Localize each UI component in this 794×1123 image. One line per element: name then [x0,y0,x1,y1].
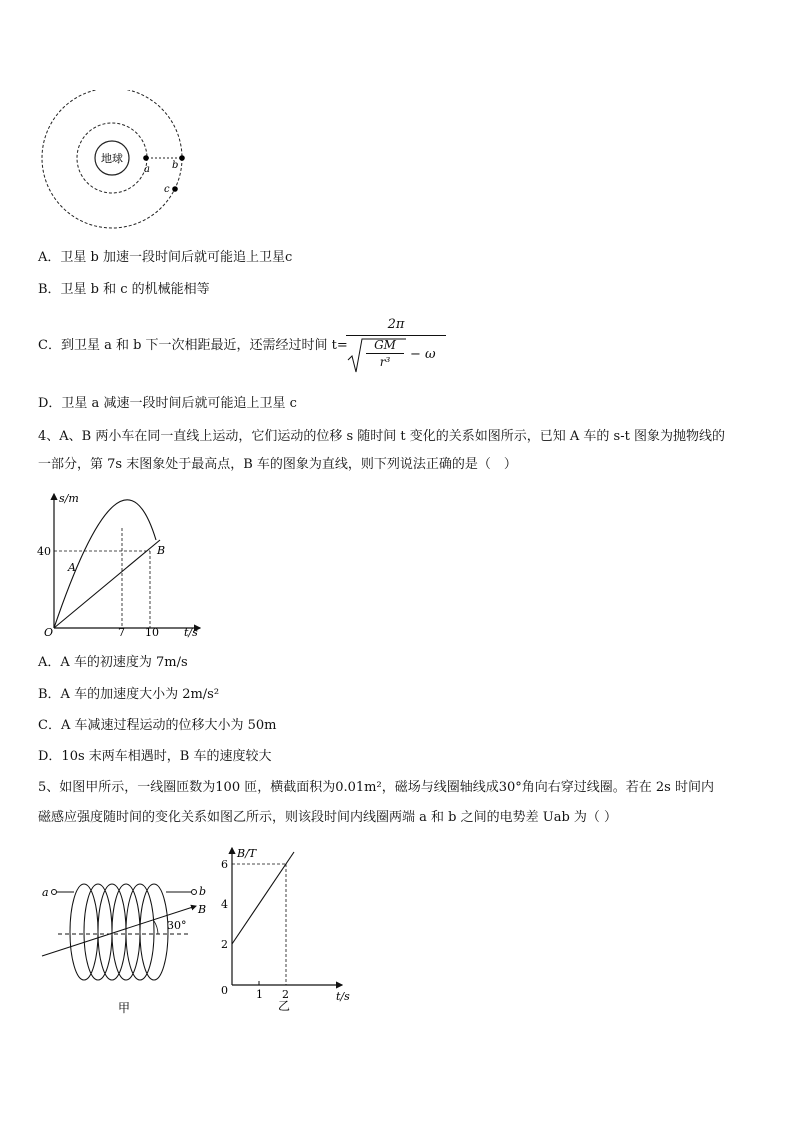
x-tick-10: 10 [145,626,159,639]
formula-numerator: 2π [387,317,405,332]
b-x-tick-2: 2 [282,988,289,1001]
sqrt-fraction-bar [366,353,404,354]
b-x-axis-label: t/s [336,990,350,1003]
angle-arc [154,921,158,934]
sqrt-numerator: GM [374,338,396,352]
b-line [232,852,294,944]
label-b: b [172,160,179,171]
b-x-tick-1: 1 [256,988,263,1001]
b-y-axis-label: B/T [237,847,257,860]
q5-question-line1: 5、如图甲所示，一线圈匝数为100 匝，横截面积为0.01m²，磁场与线圈轴线成30°角向右穿过线圈。若在 2s 时间内 [38,780,714,795]
b-origin-label: 0 [221,984,228,997]
terminal-a [52,890,57,895]
angle-label: 30° [167,919,187,932]
b-chart-caption: 乙 [278,999,291,1012]
q3-option-d: D．卫星 a 减速一段时间后就可能追上卫星 c [38,396,297,411]
coil-terminal-b-label: b [199,885,207,898]
terminal-b [192,890,197,895]
orbit-figure [30,90,200,240]
b-y-tick-6: 6 [221,858,228,871]
q4-st-chart [34,488,214,640]
label-c: c [164,184,170,195]
b-y-tick-4: 4 [221,898,228,911]
curve-label-b: B [157,544,166,557]
minus-omega: − ω [410,347,436,362]
label-a: a [144,164,150,175]
q4-question-line1: 4、A、B 两小车在同一直线上运动，它们运动的位移 s 随时间 t 变化的关系如图所示，已知 A 车的 s-t 图象为抛物线的 [38,429,725,444]
y-tick-40: 40 [37,545,51,558]
x-axis-label: t/s [184,626,198,639]
curve-label-a: A [68,561,76,574]
coil-caption: 甲 [118,1001,131,1015]
x-tick-7: 7 [118,626,125,639]
satellite-c [172,186,178,192]
q4-option-c: C．A 车减速过程运动的位移大小为 50m [38,718,277,733]
b-y-tick-2: 2 [221,938,228,951]
origin-label: O [44,626,54,639]
y-axis-label: s/m [59,492,79,505]
coil-turns [70,884,168,980]
q4-option-d: D．10s 末两车相遇时，B 车的速度较大 [38,749,272,764]
earth-label: 地球 [101,152,123,165]
coil-figure [38,870,218,1020]
q4-option-a: A．A 车的初速度为 7m/s [38,655,188,670]
field-b-label: B [198,903,207,916]
satellite-a [143,155,149,161]
time-formula [346,316,446,376]
q3-option-c-text: C．到卫星 a 和 b 下一次相距最近，还需经过时间 t= [38,338,348,353]
q3-option-a: A．卫星 b 加速一段时间后就可能追上卫星c [38,250,293,265]
q4-option-b: B．A 车的加速度大小为 2m/s² [38,687,220,702]
q5-question-line2: 磁感应强度随时间的变化关系如图乙所示，则该段时间内线圈两端 a 和 b 之间的电势差 Uab 为（ ） [38,810,618,825]
b-t-chart [216,842,356,1012]
satellite-b [179,155,185,161]
sqrt-denominator: r³ [379,355,391,369]
coil-terminal-a-label: a [42,886,49,899]
q3-option-b: B．卫星 b 和 c 的机械能相等 [38,282,210,297]
q4-question-line2: 一部分，第 7s 末图象处于最高点，B 车的图象为直线，则下列说法正确的是（ ） [38,457,517,472]
